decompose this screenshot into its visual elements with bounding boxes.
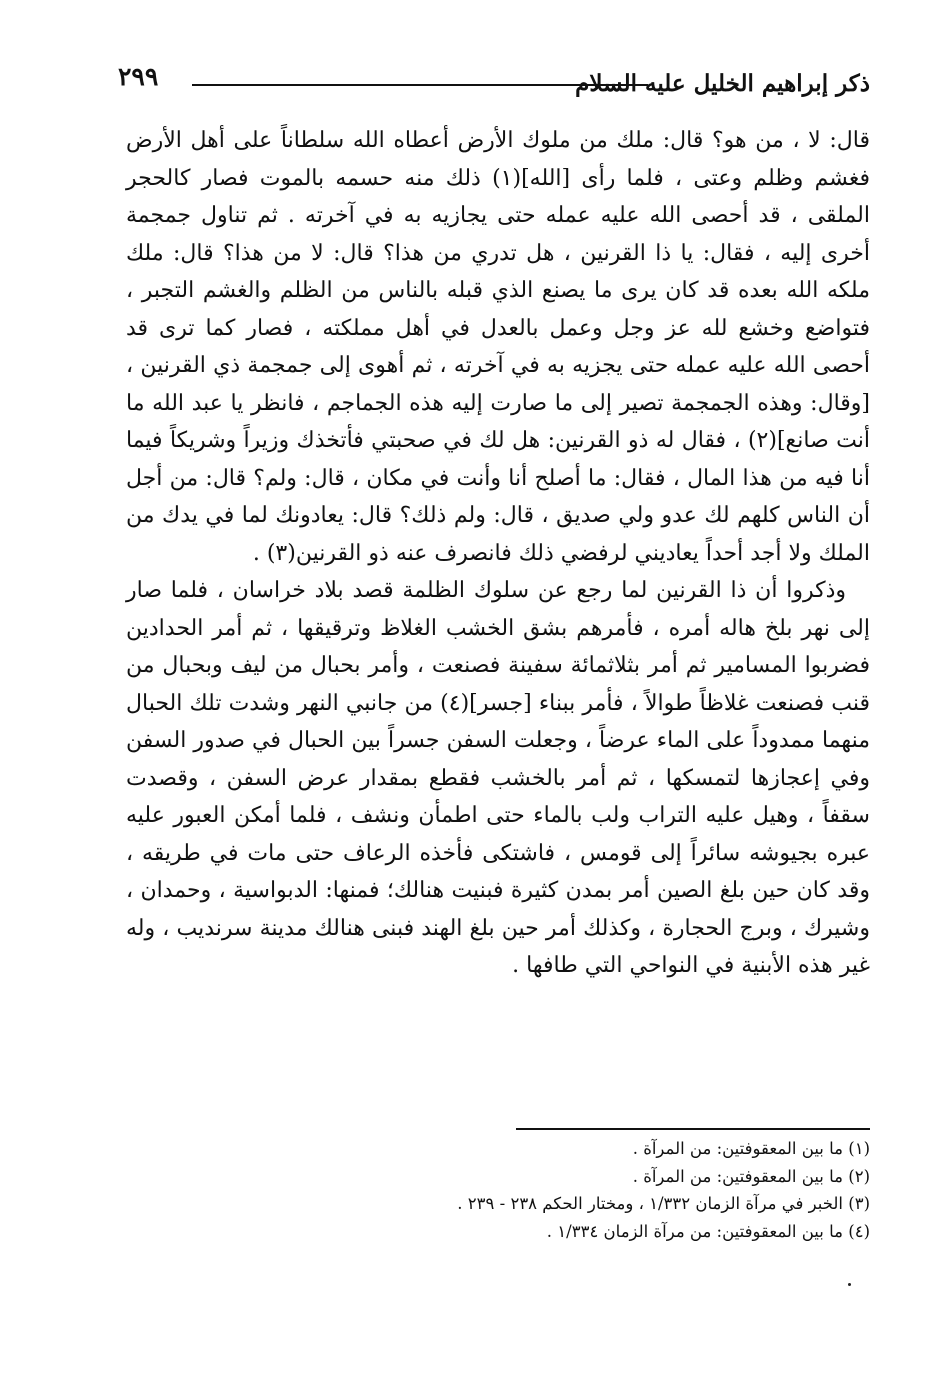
paragraph-2: وذكروا أن ذا القرنين لما رجع عن سلوك الظلمة قصد بلاد خراسان ، فلما صار إلى نهر بلخ هاله أمره ، فأمرهم بشق الخشب الغلاظ وترقيقها ، ثم أمر الحدادين فضربوا المسامير ثم أمر بثلاثمائة سفينة فصنعت ، وأمر بحبال من ليف وبحبال من قنب فصنعت غلاظاً طوالاً ، فأمر ببناء [جسر](٤) من جانبي النهر وشدت تلك الحبال منهما ممدوداً على الماء عرضاً ، وجعلت السفن جسراً بين الحبال في صدور السفن وفي إعجازها لتمسكها ، ثم أمر بالخشب فقطع بمقدار عرض السفن ، وقصدت سقفاً ، وهيل عليه التراب ولب بالماء حتى اطمأن ونشف ، فلما أمكن العبور عليه عبره بجيوشه سائراً إلى قومس ، فاشتكى فأخذه الرعاف حتى مات في طريقه ، وقد كان حين بلغ الصين أمر بمدن كثيرة فبنيت هنالك؛ فمنها: الدبواسية ، وحمدان ، وشيرك ، وبرج الحجارة ، وكذلك أمر حين بلغ الهند فبنى هنالك مدينة سرنديب ، وله غير هذه الأبنية في النواحي التي طافها . xyxy=(126,578,870,978)
footnote-2: (٢) ما بين المعقوفتين: من المرآة . xyxy=(632,1166,870,1186)
page-number: ٢٩٩ xyxy=(118,62,159,91)
stray-mark xyxy=(848,1283,851,1286)
footnote-1: (١) ما بين المعقوفتين: من المرآة . xyxy=(632,1139,870,1158)
footnote-4: (٤) ما بين المعقوفتين: من مرآة الزمان ١/٣٣٤ . xyxy=(546,1221,870,1241)
paragraph-1: قال: لا ، من هو؟ قال: ملك من ملوك الأرض أعطاه الله سلطاناً على أهل الأرض فغشم وظلم وعتى ، فلما رأى [الله](١) ذلك منه حسمه بالموت فصار كالحجر الملقى ، قد أحصى الله عليه عمله حتى يجازيه به في آخرته . ثم تناول جمجمة أخرى إليه ، فقال: يا ذا القرنين ، هل تدري من هذا؟ قال: لا من هذا؟ قال: ملك ملكه الله بعده قد كان يرى ما يصنع الذي قبله بالناس من الظلم والغشم التجبر ، فتواضع وخشع لله عز وجل وعمل بالعدل في أهل مملكته ، فصار كما ترى قد أحصى الله عليه عمله حتى يجزيه به في آخرته ، ثم أهوى إلى جمجمة ذي القرنين ، [وقال: وهذه الجمجمة تصير إلى ما صارت إليه هذه الجماجم ، فانظر يا عبد الله ما أنت صانع](٢) ، فقال له ذو القرنين: هل لك في صحبتي فأتخذك وزيراً وشريكاً فيما أنا فيه من هذا المال ، فقال: ما أصلح أنا وأنت في مكان ، قال: ولم؟ قال: من أجل أن الناس كلهم لك عدو ولي صديق ، قال: ولم ذلك؟ قال: يعادونك لما في يدك من الملك ولا أجد أحداً يعاديني لرفضي ذلك فانصرف عنه ذو القرنين(٣) . xyxy=(126,128,870,566)
running-header xyxy=(118,62,870,106)
footnote-separator xyxy=(516,1128,870,1130)
footnotes xyxy=(300,1135,870,1245)
chapter-title: ذكر إبراهيم الخليل عليه السلام xyxy=(575,70,870,97)
main-text xyxy=(126,122,870,985)
footnote-3: (٣) الخبر في مرآة الزمان ١/٣٣٢ ، ومختار الحكم ٢٣٨ - ٢٣٩ . xyxy=(457,1194,870,1213)
header-rule xyxy=(192,84,648,86)
